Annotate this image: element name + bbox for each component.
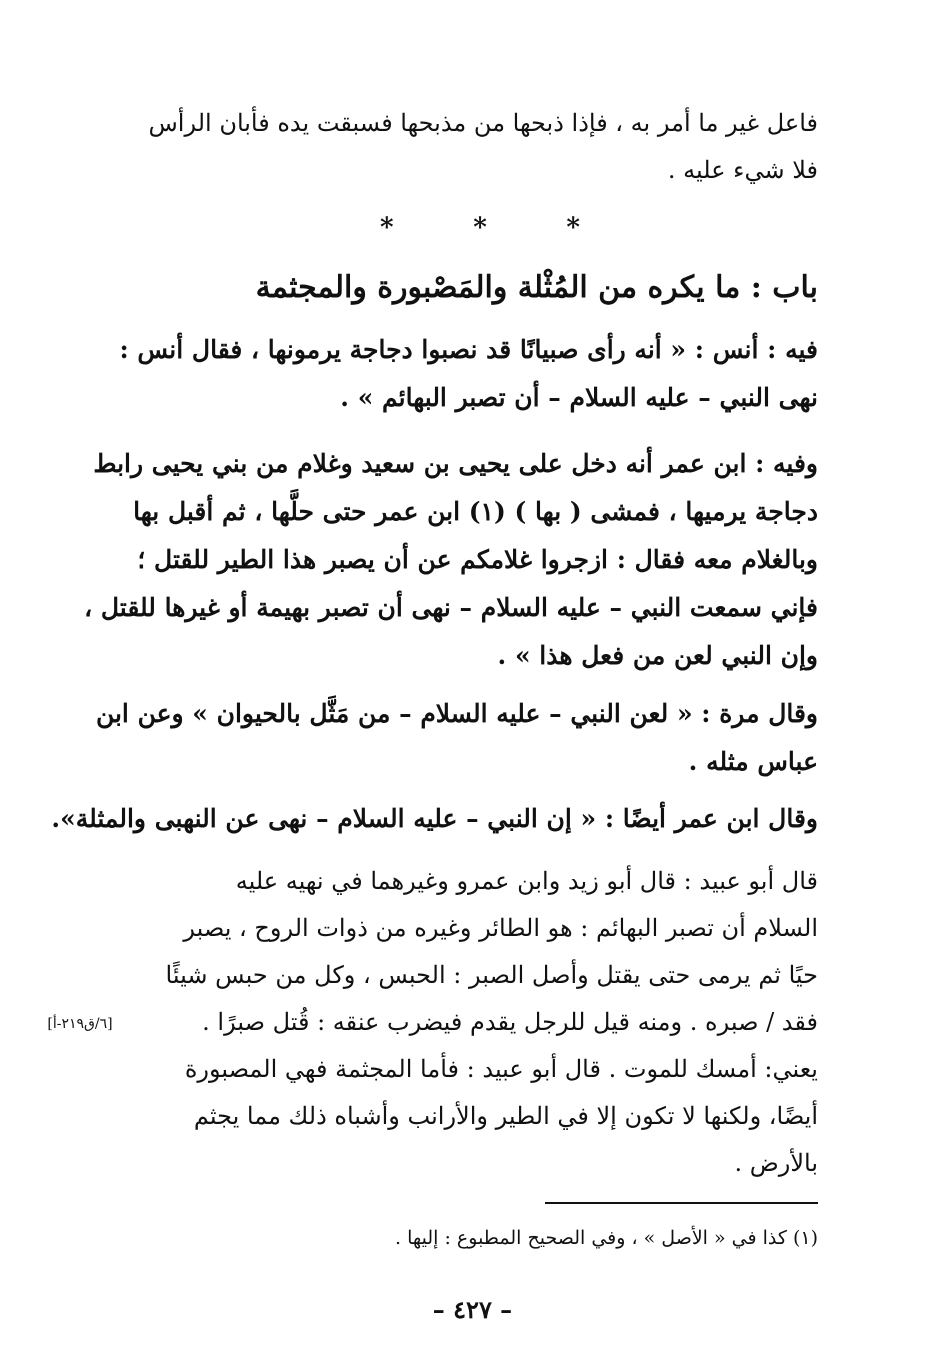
text-line: نهى النبي – عليه السلام – أن تصبر البهائم » . bbox=[340, 383, 818, 412]
text-line: يعني: أمسك للموت . قال أبو عبيد : فأما المجثمة فهي المصبورة bbox=[184, 1055, 818, 1083]
hadith-paragraph bbox=[84, 440, 818, 680]
asterisk-icon: * bbox=[473, 213, 487, 243]
page-number: – ٤٢٧ – bbox=[432, 1295, 513, 1324]
text-line: أيضًا، ولكنها لا تكون إلا في الطير والأرانب وأشباه ذلك مما يجثم bbox=[193, 1102, 818, 1130]
text-line: دجاجة يرميها ، فمشى ( بها ) (١) ابن عمر حتى حلَّها ، ثم أقبل بها bbox=[133, 497, 818, 526]
text-line: حيًا ثم يرمى حتى يقتل وأصل الصبر : الحبس ، وكل من حبس شيئًا bbox=[165, 961, 818, 989]
chapter-title: باب : ما يكره من المُثْلة والمَصْبورة والمجثمة bbox=[255, 270, 818, 305]
text-line: السلام أن تصبر البهائم : هو الطائر وغيره من ذوات الروح ، يصبر bbox=[183, 914, 818, 942]
text-line: فاعل غير ما أمر به ، فإذا ذبحها من مذبحها فسبقت يده فأبان الرأس bbox=[148, 109, 818, 137]
footnote: (١) كذا في « الأصل » ، وفي الصحيح المطبوع : إليها . bbox=[395, 1227, 818, 1249]
intro-paragraph bbox=[138, 100, 818, 194]
text-line: قال أبو عبيد : قال أبو زيد وابن عمرو وغيرهما في نهيه عليه bbox=[235, 867, 818, 895]
commentary-paragraph bbox=[138, 858, 818, 1187]
text-line: بالأرض . bbox=[734, 1149, 818, 1177]
text-line: وقال مرة : « لعن النبي – عليه السلام – من مَثَّل بالحيوان » وعن ابن bbox=[95, 699, 818, 728]
section-separator bbox=[380, 210, 580, 246]
footnote-divider bbox=[545, 1202, 818, 1204]
asterisk-icon: * bbox=[380, 213, 394, 243]
hadith-paragraph bbox=[95, 690, 818, 786]
text-line: فيه : أنس : « أنه رأى صبيانًا قد نصبوا دجاجة يرمونها ، فقال أنس : bbox=[119, 335, 818, 364]
manuscript-folio-reference: [٦/ق٢١٩-أ] bbox=[47, 1016, 113, 1032]
text-line: عباس مثله . bbox=[688, 747, 818, 776]
text-line: وفيه : ابن عمر أنه دخل على يحيى بن سعيد وغلام من بني يحيى رابط bbox=[93, 449, 818, 478]
hadith-paragraph bbox=[119, 326, 818, 422]
text-line: فإني سمعت النبي – عليه السلام – نهى أن تصبر بهيمة أو غيرها للقتل ، bbox=[84, 593, 818, 622]
text-line: وإن النبي لعن من فعل هذا » . bbox=[497, 641, 818, 670]
hadith-paragraph bbox=[51, 795, 818, 843]
text-line: وبالغلام معه فقال : ازجروا غلامكم عن أن يصبر هذا الطير للقتل ؛ bbox=[137, 545, 818, 574]
text-line: وقال ابن عمر أيضًا : « إن النبي – عليه السلام – نهى عن النهبى والمثلة». bbox=[51, 804, 818, 833]
text-line: فلا شيء عليه . bbox=[667, 156, 818, 184]
asterisk-icon: * bbox=[566, 213, 580, 243]
text-line: فقد / صبره . ومنه قيل للرجل يقدم فيضرب عنقه : قُتل صبرًا . bbox=[202, 1008, 818, 1036]
